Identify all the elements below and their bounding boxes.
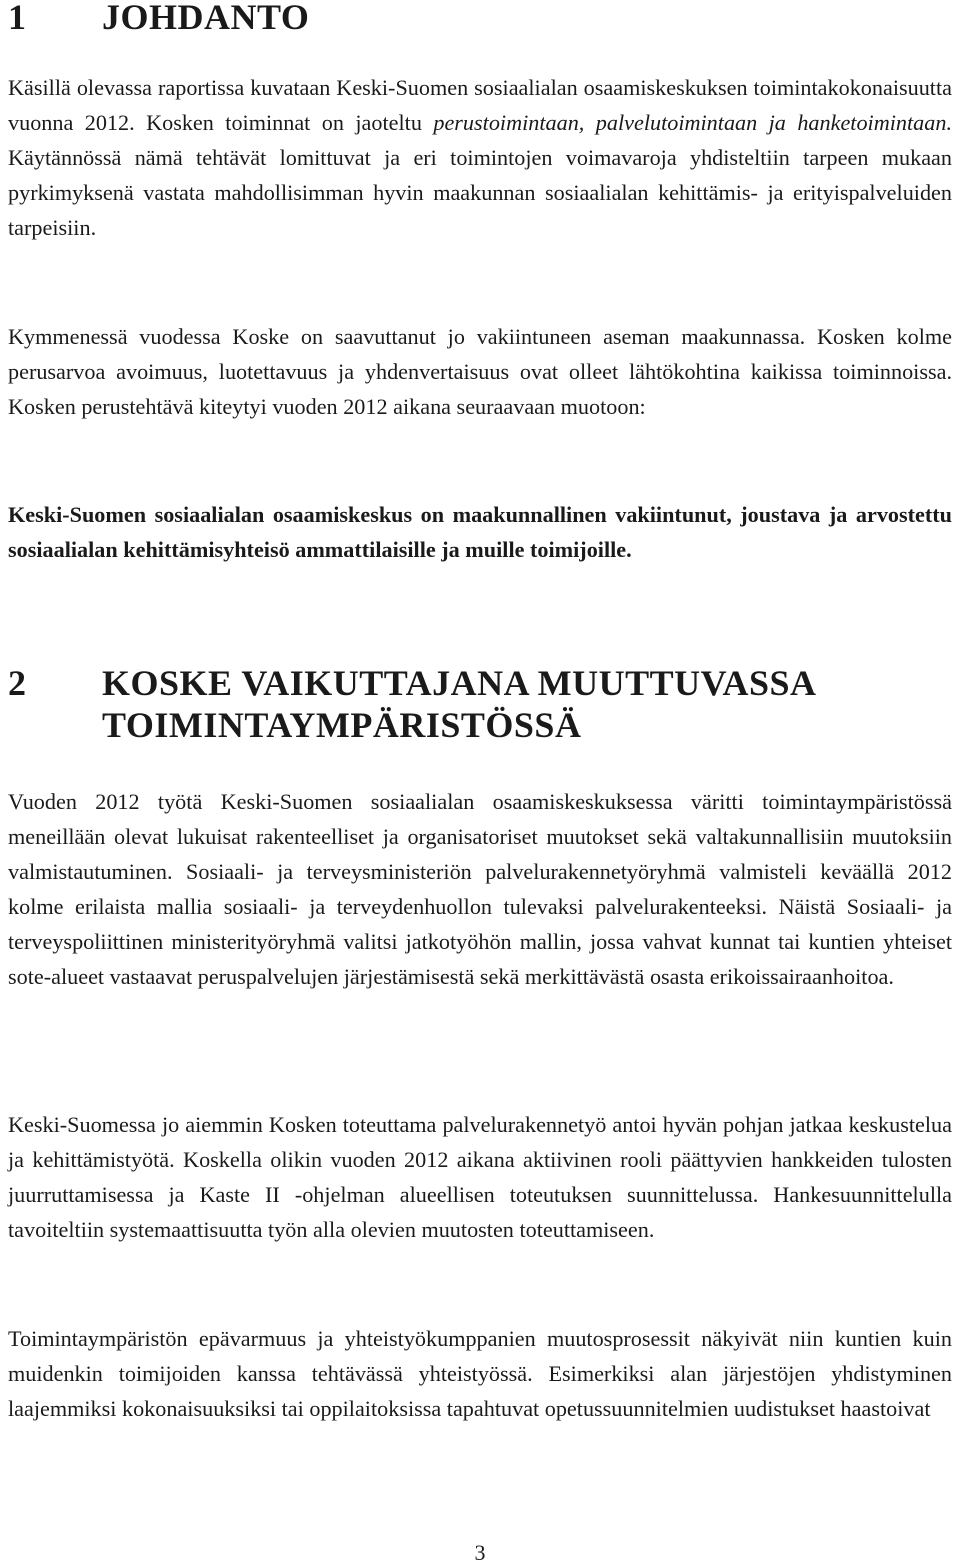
- section-number: 1: [8, 0, 27, 37]
- paragraph-environment: Vuoden 2012 työtä Keski-Suomen sosiaalialan osaamiskeskuksessa väritti toimintaympäristössä meneillään olevat lukuisat rakenteelliset ja organisatoriset muutokset sekä valtakunnallisiin muutoksiin valmistautuminen. Sosiaali- ja terveysministeriön palvelurakennetyöryhmä valmisteli keväällä 2012 kolme erilaista mallia sosiaali- ja terveydenhuollon tulevaksi palvelurakenteeksi. Näistä Sosiaali- ja terveyspoliittinen ministerityöryhmä valitsi jatkotyöhön mallin, jossa vahvat kunnat tai kuntien yhteiset sote-alueet vastaavat peruspalvelujen järjestämisestä sekä merkittävästä osasta erikoissairaanhoitoa.: [8, 789, 952, 989]
- italic-text: perustoimintaan, palvelutoimintaan ja hanketoimintaan.: [433, 110, 952, 135]
- page-number: 3: [474, 1540, 486, 1565]
- paragraph-text: Käsillä olevassa raportissa kuvataan Keski-Suomen sosiaalialan osaamiskeskuksen toimintakokonaisuutta vuonna 2012. Kosken toiminnat on jaoteltu: [8, 75, 952, 135]
- section-title-line: KOSKE VAIKUTTAJANA MUUTTUVASSA: [102, 663, 817, 703]
- paragraph-text: Käytännössä nämä tehtävät lomittuvat ja eri toimintojen voimavaroja yhdisteltiin tarpeen mukaan pyrkimyksenä vastata mahdollisimman hyvin maakunnan sosiaalialan kehittämis- ja erityispalveluiden tarpeisiin.: [8, 145, 952, 240]
- paragraph-uncertainty: Toimintaympäristön epävarmuus ja yhteistyökumppanien muutosprosessit näkyivät niin kuntien kuin muidenkin toimijoiden kanssa tehtävässä yhteistyössä. Esimerkiksi alan järjestöjen yhdistyminen laajemmiksi kokonaisuuksiksi tai oppilaitoksissa tapahtuvat opetussuunnitelmien uudistukset haastoivat: [8, 1326, 952, 1421]
- section-heading-1: [8, 0, 309, 38]
- paragraph-mission-statement: Keski-Suomen sosiaalialan osaamiskeskus on maakunnallinen vakiintunut, joustava ja arvostettu sosiaalialan kehittämisyhteisö ammattilaisille ja muille toimijoille.: [8, 502, 952, 562]
- section-title-line: TOIMINTAYMPÄRISTÖSSÄ: [102, 705, 582, 745]
- section-heading-2: [8, 662, 817, 746]
- section-title: JOHDANTO: [102, 0, 310, 37]
- section-number: 2: [8, 663, 27, 703]
- paragraph-structure-work: Keski-Suomessa jo aiemmin Kosken toteuttama palvelurakennetyö antoi hyvän pohjan jatkaa keskustelua ja kehittämistyötä. Koskella olikin vuoden 2012 aikana aktiivinen rooli päättyvien hankkeiden tulosten juurruttamisessa ja Kaste II -ohjelman alueellisen toteutuksen suunnittelussa. Hankesuunnittelulla tavoiteltiin systemaattisuutta työn alla olevien muutosten toteuttamiseen.: [8, 1112, 952, 1242]
- section-title: [102, 662, 817, 746]
- paragraph-intro: [8, 70, 952, 245]
- paragraph-values: Kymmenessä vuodessa Koske on saavuttanut jo vakiintuneen aseman maakunnassa. Kosken kolme perusarvoa avoimuus, luotettavuus ja yhdenvertaisuus ovat olleet lähtökohtina kaikissa toiminnoissa. Kosken perustehtävä kiteytyi vuoden 2012 aikana seuraavaan muotoon:: [8, 324, 952, 419]
